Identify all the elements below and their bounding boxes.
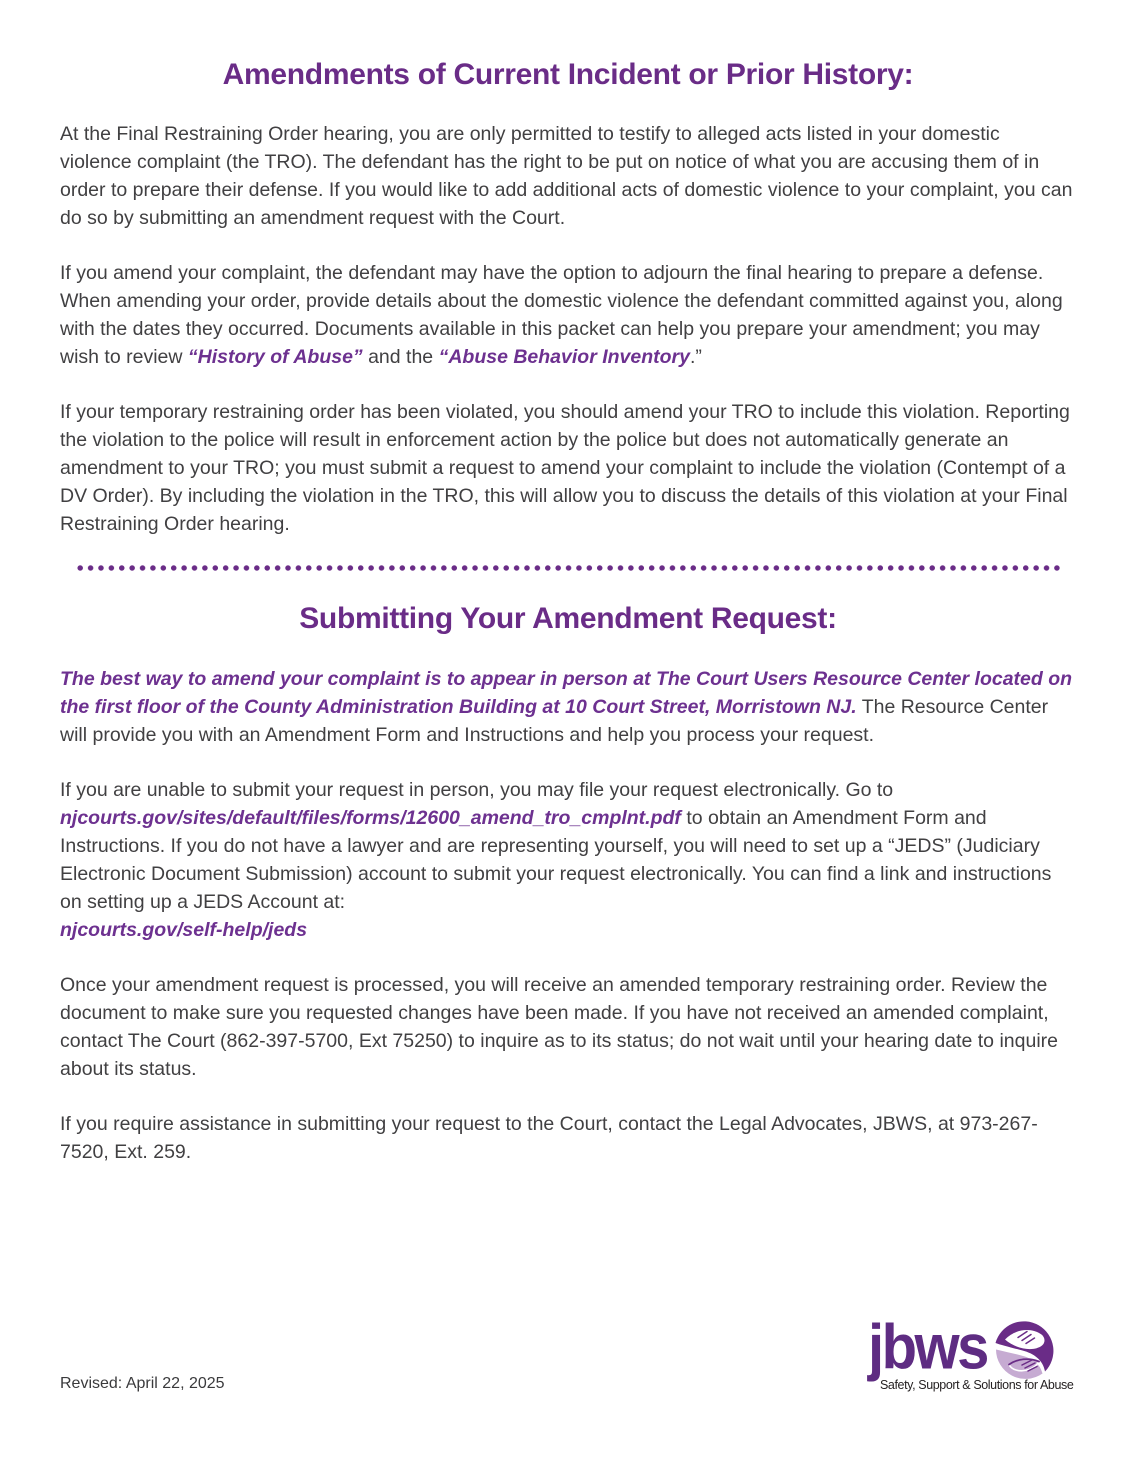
text-segment: The Resource Center will provide you with an Amendment Form and Instructions and help you process your request. bbox=[60, 696, 1049, 746]
paragraph-electronic-filing bbox=[60, 776, 1076, 944]
text-segment: and the bbox=[362, 346, 439, 368]
paragraph-assistance bbox=[60, 1110, 1076, 1166]
text-segment: If you are unable to submit your request in person, you may file your request electronically. Go to bbox=[60, 779, 894, 801]
jeds-link[interactable]: njcourts.gov/self-help/jeds bbox=[60, 919, 308, 941]
text-segment: At the Final Restraining Order hearing, you are only permitted to testify to alleged acts listed in your domestic violence complaint (the TRO). The defendant has the right to be put on notice of what you are accusing them of in order to prepare their defense. If you would like to add additional acts of domestic violence to your complaint, you can do so by submitting an amendment request with the Court. bbox=[60, 123, 1073, 229]
text-segment: to obtain an Amendment Form and Instructions. If you do not have a lawyer and are representing yourself, you will need to set up a “JEDS” (Judiciary Electronic Document Submission) account to submit your request electronically. You can find a link and instructions on setting up a JEDS Account at: bbox=[60, 807, 1052, 913]
paragraph-intro bbox=[60, 120, 1076, 232]
jbws-hands-icon bbox=[992, 1316, 1056, 1380]
section-title: Submitting Your Amendment Request: bbox=[299, 602, 837, 635]
text-segment: If your temporary restraining order has been violated, you should amend your TRO to include this violation. Reporting the violation to the police will result in enforcement action by the police but does not automatically generate an amendment to your TRO; you must submit a request to amend your complaint to include the violation (Contempt of a DV Order). By including the violation in the TRO, this will allow you to discuss the details of this violation at your Final Restraining Order hearing. bbox=[60, 401, 1070, 535]
revised-date: Revised: April 22, 2025 bbox=[60, 1375, 225, 1392]
abuse-behavior-inventory-reference: “Abuse Behavior Inventory bbox=[438, 346, 690, 368]
text-segment: Once your amendment request is processed, you will receive an amended temporary restraining order. Review the document to make sure you requested changes have been made. If you have not received an amended complaint, contact The Court (862-397-5700, Ext 75250) to inquire as to its status; do not wait until your hearing date to inquire about its status. bbox=[60, 974, 1058, 1080]
paragraph-in-person bbox=[60, 665, 1076, 749]
page-title: Amendments of Current Incident or Prior History: bbox=[222, 58, 914, 91]
dotted-divider bbox=[75, 565, 1063, 571]
resource-center-address: The best way to amend your complaint is to appear in person at The Court Users Resource Center located on the first floor of the County Administration Building at 10 Court Street, Morristown NJ. bbox=[60, 668, 1073, 718]
text-segment: If you amend your complaint, the defendant may have the option to adjourn the final hearing to prepare a defense. When amending your order, provide details about the domestic violence the defendant committed against you, along with the dates they occurred. Documents available in this packet can help you prepare your amendment; you may wish to review bbox=[60, 262, 1063, 368]
text-segment: If you require assistance in submitting your request to the Court, contact the Legal Advocates, JBWS, at 973-267-7520, Ext. 259. bbox=[60, 1113, 1038, 1163]
paragraph-tro-violation bbox=[60, 398, 1076, 538]
document-content bbox=[60, 0, 1076, 1193]
amendment-form-link[interactable]: njcourts.gov/sites/default/files/forms/12600_amend_tro_cmplnt.pdf bbox=[60, 807, 681, 829]
jbws-logo-row bbox=[868, 1312, 1068, 1383]
jbws-logo-text: jbws bbox=[868, 1312, 987, 1383]
history-of-abuse-reference: “History of Abuse” bbox=[187, 346, 363, 368]
paragraph-processing bbox=[60, 971, 1076, 1083]
jbws-tagline: Safety, Support & Solutions for Abuse bbox=[880, 1378, 1074, 1392]
paragraph-amend-complaint bbox=[60, 259, 1076, 371]
text-segment: .” bbox=[689, 346, 702, 368]
jbws-logo bbox=[868, 1312, 1074, 1392]
